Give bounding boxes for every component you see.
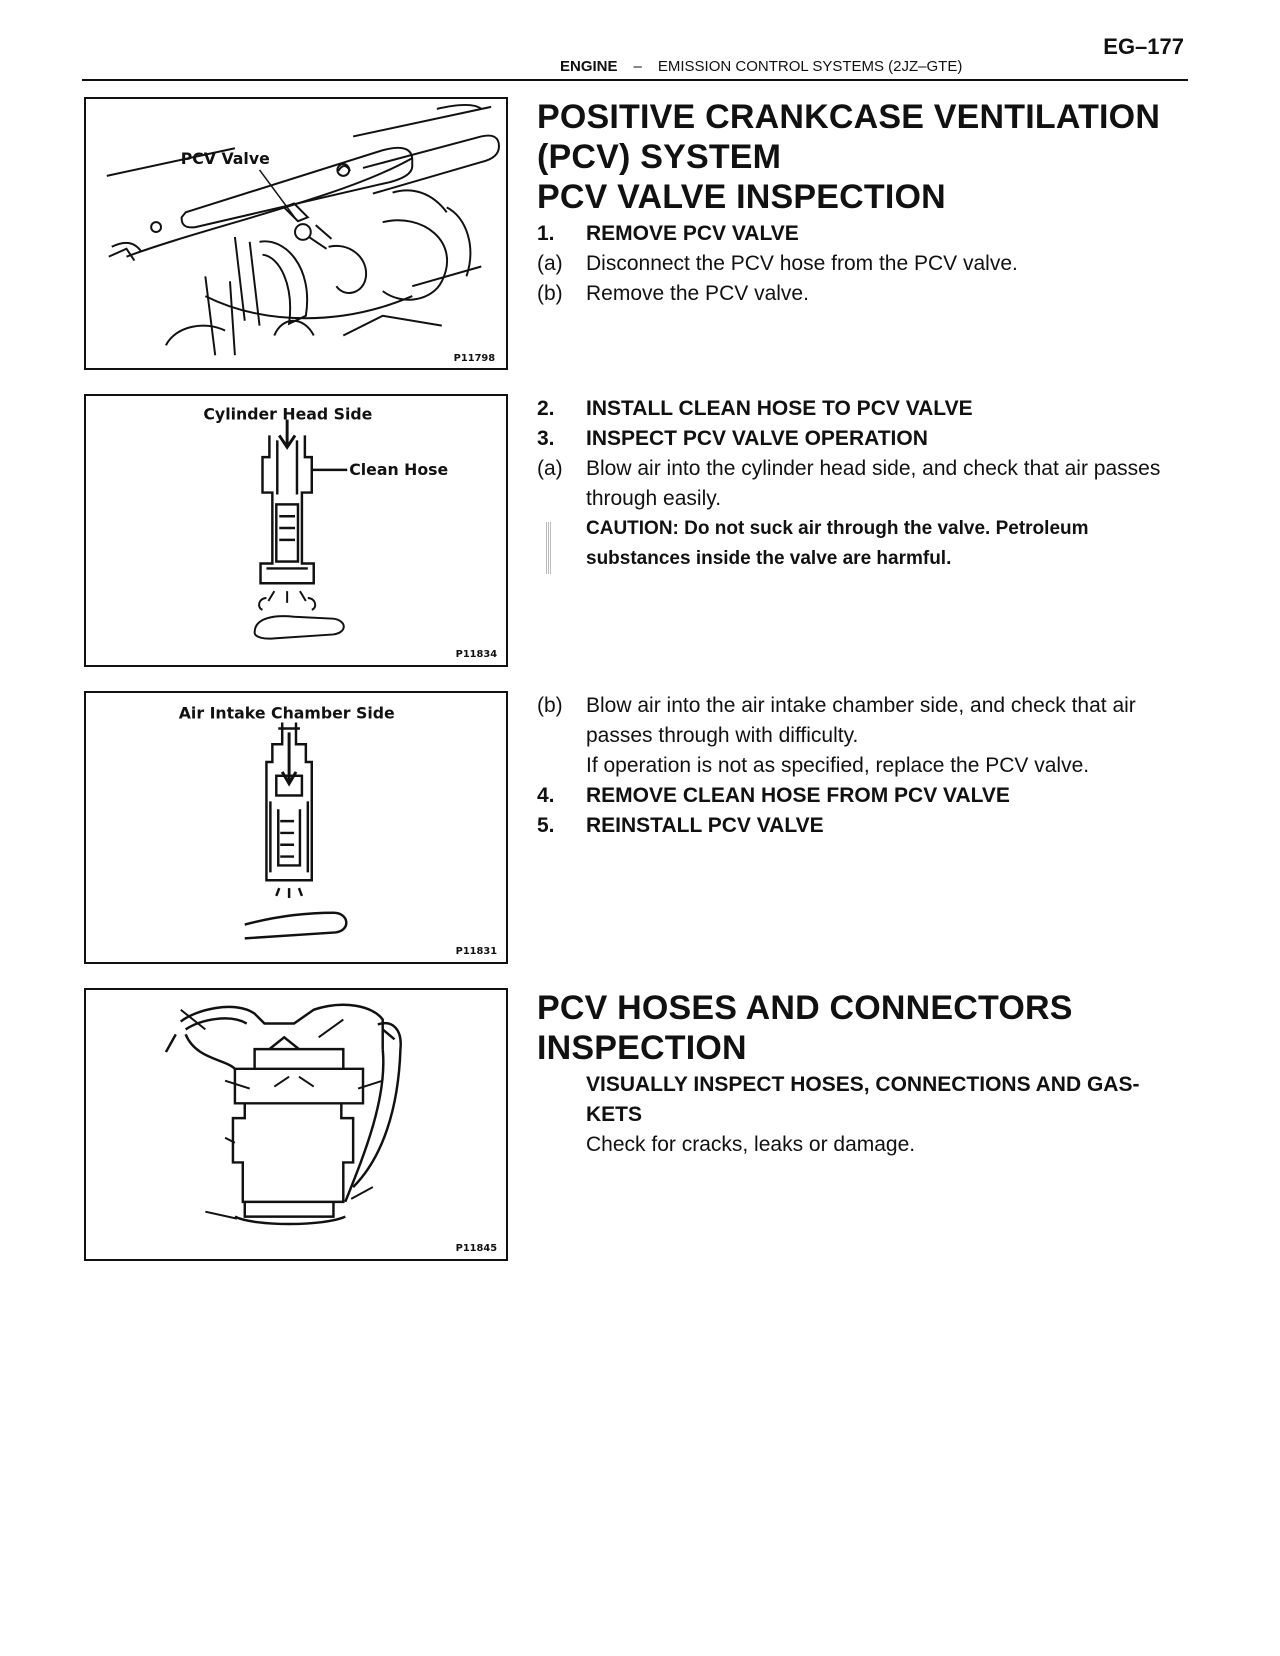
figure3-code: P11831 xyxy=(455,946,498,958)
step-3-num: 3. xyxy=(537,427,555,450)
figure2-side-label: Clean Hose xyxy=(349,459,449,479)
hoses-title-line-1: PCV HOSES AND CONNECTORS xyxy=(537,989,1073,1027)
figure-pcv-valve-location xyxy=(84,97,508,370)
hoses-title-line-2: INSPECTION xyxy=(537,1029,747,1067)
figure1-label: PCV Valve xyxy=(180,149,270,169)
hoses-illustration xyxy=(86,990,506,1259)
running-header xyxy=(560,58,962,75)
step-1a xyxy=(537,249,1197,279)
header-subsection: EMISSION CONTROL SYSTEMS (2JZ–GTE) xyxy=(657,58,963,75)
step-3b-note: If operation is not as specified, replace the PCV valve. xyxy=(586,754,1090,777)
step-1 xyxy=(537,219,1197,249)
header-rule xyxy=(82,79,1188,81)
figure4-code: P11845 xyxy=(455,1243,498,1255)
step-3b-num: (b) xyxy=(537,694,563,717)
hoses-instruction-line-1: VISUALLY INSPECT HOSES, CONNECTIONS AND GAS- xyxy=(586,1073,1140,1096)
step-3a xyxy=(537,454,1197,514)
page-number: EG–177 xyxy=(1103,34,1184,59)
step-1b xyxy=(537,279,1197,309)
step-3-text: INSPECT PCV VALVE OPERATION xyxy=(586,427,928,450)
engine-illustration xyxy=(86,99,506,368)
step-3b-text: Blow air into the air intake chamber side, and check that air passes through with difficulty. xyxy=(586,694,1136,747)
title-line-2: (PCV) SYSTEM xyxy=(537,138,782,176)
step-1-text: REMOVE PCV VALVE xyxy=(586,222,799,245)
step-5-text: REINSTALL PCV VALVE xyxy=(586,814,824,837)
hoses-section xyxy=(537,988,1197,1160)
step-5 xyxy=(537,811,1197,841)
inspect-section xyxy=(537,394,1197,574)
step-3 xyxy=(537,424,1197,454)
hoses-title xyxy=(537,988,1197,1068)
hoses-note: Check for cracks, leaks or damage. xyxy=(586,1133,916,1156)
step-4-num: 4. xyxy=(537,784,555,807)
step-2 xyxy=(537,394,1197,424)
figure-air-intake-chamber-side xyxy=(84,691,508,964)
step-1a-text: Disconnect the PCV hose from the PCV valve. xyxy=(586,252,1018,275)
step-3a-text: Blow air into the cylinder head side, and check that air passes through easily. xyxy=(586,457,1161,510)
margin-mark xyxy=(546,522,552,574)
figure2-top-label: Cylinder Head Side xyxy=(203,404,373,424)
header-separator: – xyxy=(633,58,642,75)
step-2-num: 2. xyxy=(537,397,555,420)
header-section: ENGINE xyxy=(560,58,618,75)
step-1a-num: (a) xyxy=(537,252,563,275)
step-4-text: REMOVE CLEAN HOSE FROM PCV VALVE xyxy=(586,784,1010,807)
figure1-code: P11798 xyxy=(453,353,496,365)
step-3b xyxy=(537,691,1197,751)
step-5-num: 5. xyxy=(537,814,555,837)
pcv-system-section xyxy=(537,97,1197,309)
pcv-valve-blow-test-illustration xyxy=(86,396,506,665)
title-line-3: PCV VALVE INSPECTION xyxy=(537,178,946,216)
step-3a-num: (a) xyxy=(537,457,563,480)
pcv-valve-reverse-blow-illustration xyxy=(86,693,506,962)
step-1b-num: (b) xyxy=(537,282,563,305)
hoses-instruction-line-2: KETS xyxy=(586,1103,643,1126)
figure3-top-label: Air Intake Chamber Side xyxy=(178,703,395,723)
title-line-1: POSITIVE CRANKCASE VENTILATION xyxy=(537,98,1161,136)
step-2-text: INSTALL CLEAN HOSE TO PCV VALVE xyxy=(586,397,973,420)
figure-cylinder-head-side xyxy=(84,394,508,667)
figure2-code: P11834 xyxy=(455,649,498,661)
step-4 xyxy=(537,781,1197,811)
pcv-system-title xyxy=(537,97,1197,217)
step-1b-text: Remove the PCV valve. xyxy=(586,282,809,305)
figure-pcv-hoses xyxy=(84,988,508,1261)
reverse-test-section xyxy=(537,691,1197,841)
step-1-num: 1. xyxy=(537,222,555,245)
caution-note: CAUTION: Do not suck air through the valve. Petroleum substances inside the valve are harmful. xyxy=(586,518,1089,569)
